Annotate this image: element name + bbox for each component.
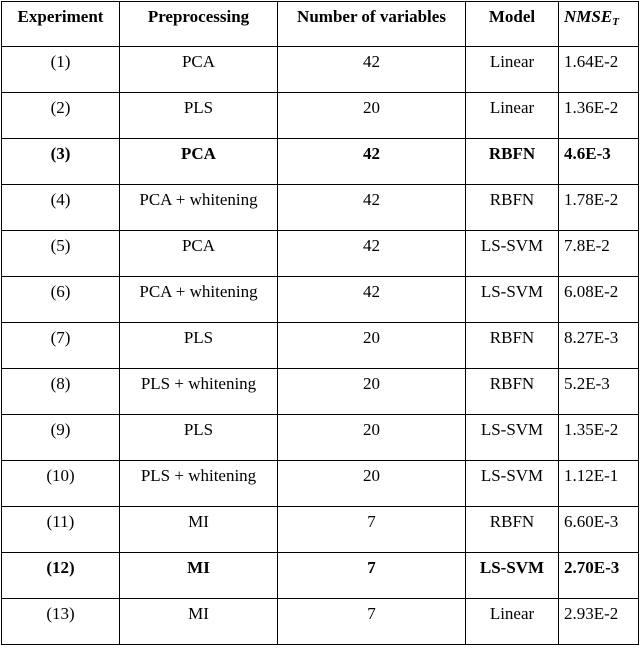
header-num-variables: Number of variables <box>278 2 466 47</box>
cell-num-variables: 20 <box>278 323 466 369</box>
cell-experiment: (7) <box>2 323 120 369</box>
cell-preprocessing: PCA <box>120 231 278 277</box>
header-model: Model <box>466 2 559 47</box>
cell-nmse: 1.36E-2 <box>559 93 639 139</box>
cell-experiment: (13) <box>2 599 120 645</box>
cell-num-variables: 42 <box>278 47 466 93</box>
cell-experiment: (5) <box>2 231 120 277</box>
cell-preprocessing: PLS + whitening <box>120 461 278 507</box>
cell-model: RBFN <box>466 507 559 553</box>
header-row <box>2 2 639 47</box>
table-row <box>2 369 639 415</box>
cell-experiment: (12) <box>2 553 120 599</box>
cell-nmse: 1.64E-2 <box>559 47 639 93</box>
header-nmse-sub: T <box>612 16 619 28</box>
cell-experiment: (9) <box>2 415 120 461</box>
cell-preprocessing: MI <box>120 599 278 645</box>
cell-model: LS-SVM <box>466 415 559 461</box>
cell-num-variables: 42 <box>278 231 466 277</box>
cell-preprocessing: PLS <box>120 415 278 461</box>
cell-model: RBFN <box>466 185 559 231</box>
table-row <box>2 93 639 139</box>
cell-preprocessing: MI <box>120 507 278 553</box>
cell-num-variables: 7 <box>278 507 466 553</box>
cell-num-variables: 20 <box>278 369 466 415</box>
table-row <box>2 231 639 277</box>
cell-model: LS-SVM <box>466 277 559 323</box>
table-row <box>2 415 639 461</box>
cell-num-variables: 20 <box>278 415 466 461</box>
table-row <box>2 461 639 507</box>
cell-preprocessing: MI <box>120 553 278 599</box>
cell-num-variables: 42 <box>278 139 466 185</box>
cell-preprocessing: PCA + whitening <box>120 185 278 231</box>
table-row <box>2 507 639 553</box>
cell-nmse: 4.6E-3 <box>559 139 639 185</box>
table-row <box>2 139 639 185</box>
cell-experiment: (1) <box>2 47 120 93</box>
header-experiment: Experiment <box>2 2 120 47</box>
cell-num-variables: 42 <box>278 277 466 323</box>
cell-model: Linear <box>466 599 559 645</box>
cell-nmse: 1.12E-1 <box>559 461 639 507</box>
cell-model: LS-SVM <box>466 461 559 507</box>
cell-experiment: (2) <box>2 93 120 139</box>
cell-experiment: (11) <box>2 507 120 553</box>
cell-model: RBFN <box>466 369 559 415</box>
cell-nmse: 2.93E-2 <box>559 599 639 645</box>
cell-nmse: 8.27E-3 <box>559 323 639 369</box>
header-nmse <box>559 2 639 47</box>
table-row <box>2 323 639 369</box>
cell-experiment: (8) <box>2 369 120 415</box>
cell-num-variables: 20 <box>278 93 466 139</box>
cell-preprocessing: PCA + whitening <box>120 277 278 323</box>
cell-num-variables: 7 <box>278 599 466 645</box>
cell-experiment: (10) <box>2 461 120 507</box>
cell-model: RBFN <box>466 139 559 185</box>
cell-experiment: (6) <box>2 277 120 323</box>
cell-nmse: 6.60E-3 <box>559 507 639 553</box>
header-preprocessing: Preprocessing <box>120 2 278 47</box>
cell-experiment: (4) <box>2 185 120 231</box>
cell-preprocessing: PCA <box>120 47 278 93</box>
results-table <box>1 1 639 645</box>
cell-experiment: (3) <box>2 139 120 185</box>
table-row <box>2 277 639 323</box>
cell-nmse: 7.8E-2 <box>559 231 639 277</box>
header-nmse-main: NMSE <box>564 7 613 26</box>
cell-num-variables: 42 <box>278 185 466 231</box>
cell-model: RBFN <box>466 323 559 369</box>
cell-model: LS-SVM <box>466 553 559 599</box>
table-row <box>2 599 639 645</box>
table-row <box>2 47 639 93</box>
cell-num-variables: 20 <box>278 461 466 507</box>
table-body <box>2 47 639 645</box>
cell-nmse: 1.78E-2 <box>559 185 639 231</box>
cell-preprocessing: PLS <box>120 93 278 139</box>
cell-model: Linear <box>466 93 559 139</box>
cell-nmse: 2.70E-3 <box>559 553 639 599</box>
cell-preprocessing: PCA <box>120 139 278 185</box>
table-row <box>2 185 639 231</box>
cell-nmse: 1.35E-2 <box>559 415 639 461</box>
cell-num-variables: 7 <box>278 553 466 599</box>
cell-nmse: 5.2E-3 <box>559 369 639 415</box>
cell-model: Linear <box>466 47 559 93</box>
cell-nmse: 6.08E-2 <box>559 277 639 323</box>
table-row <box>2 553 639 599</box>
cell-preprocessing: PLS <box>120 323 278 369</box>
cell-model: LS-SVM <box>466 231 559 277</box>
cell-preprocessing: PLS + whitening <box>120 369 278 415</box>
